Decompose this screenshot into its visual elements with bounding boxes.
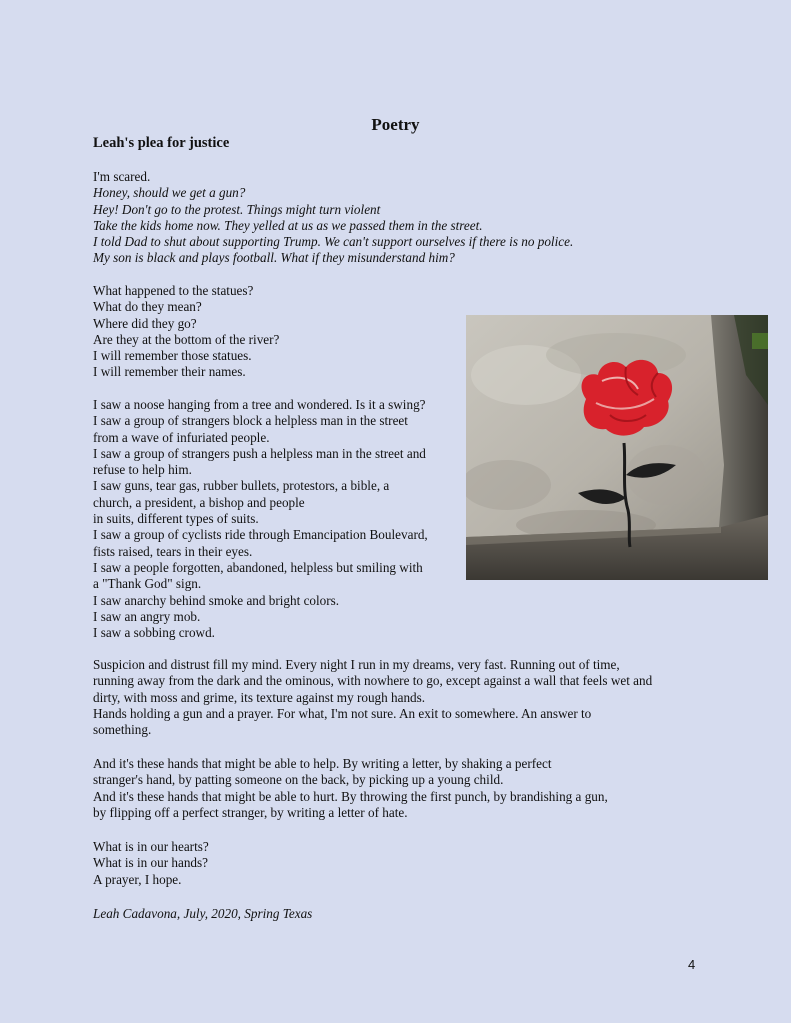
poem-line: something. <box>93 722 152 738</box>
page-number: 4 <box>688 957 696 972</box>
poem-line: I saw a group of strangers block a helpless man in the street <box>93 413 408 429</box>
poem-line: a "Thank God" sign. <box>93 576 202 592</box>
poem-line: Suspicion and distrust fill my mind. Every night I run in my dreams, very fast. Running out of time, <box>93 657 620 672</box>
stanza-6 <box>93 839 209 888</box>
poem-line: I saw a group of strangers push a helpless man in the street and <box>93 445 426 461</box>
poem-line: I told Dad to shut about supporting Trump. We can't support ourselves if there is no police. <box>93 234 574 250</box>
poem-line: Hey! Don't go to the protest. Things might turn violent <box>93 201 381 217</box>
poem-line: What is in our hands? <box>93 855 208 871</box>
poem-line: I saw a people forgotten, abandoned, helpless but smiling with <box>93 559 423 575</box>
poem-line: stranger's hand, by patting someone on the back, by picking up a young child. <box>93 772 504 788</box>
poem-line: What is in our hearts? <box>93 839 209 854</box>
poem-line: by flipping off a perfect stranger, by writing a letter of hate. <box>93 804 408 820</box>
poem-line: I saw a noose hanging from a tree and wondered. Is it a swing? <box>93 397 426 412</box>
poem-line: And it's these hands that might be able to hurt. By throwing the first punch, by brandishing a gun, <box>93 788 608 804</box>
poem-line: I will remember their names. <box>93 364 246 380</box>
poem-line: Are they at the bottom of the river? <box>93 331 280 347</box>
poem-line: Hands holding a gun and a prayer. For what, I'm not sure. An exit to somewhere. An answer to <box>93 705 592 721</box>
stanza-4 <box>93 657 652 738</box>
stanza-5 <box>93 756 608 821</box>
stanza-1 <box>93 169 573 267</box>
poem-line: What happened to the statues? <box>93 283 254 298</box>
poem-line: dirty, with moss and grime, its texture against my rough hands. <box>93 689 426 705</box>
poem-line: fists raised, tears in their eyes. <box>93 543 253 559</box>
poem-line: I saw a group of cyclists ride through Emancipation Boulevard, <box>93 527 428 543</box>
poem-line: Honey, should we get a gun? <box>93 185 246 201</box>
poem-line: I saw anarchy behind smoke and bright colors. <box>93 592 340 608</box>
poem-line: What do they mean? <box>93 299 202 315</box>
poem-line: Take the kids home now. They yelled at us as we passed them in the street. <box>93 217 483 233</box>
poem-line: from a wave of infuriated people. <box>93 429 270 445</box>
poem-line: I saw an angry mob. <box>93 608 201 624</box>
poem-line: I saw a sobbing crowd. <box>93 625 215 641</box>
poem-line: I will remember those statues. <box>93 348 252 364</box>
rose-graffiti-photo <box>466 315 768 580</box>
poem-line: A prayer, I hope. <box>93 871 182 887</box>
poem-line: running away from the dark and the ominous, with nowhere to go, except against a wall that feels wet and <box>93 673 653 689</box>
poem-line: Where did they go? <box>93 315 197 331</box>
poem-line: in suits, different types of suits. <box>93 511 259 527</box>
poem-line: My son is black and plays football. What if they misunderstand him? <box>93 250 455 266</box>
poem-line: I'm scared. <box>93 169 151 184</box>
poem-line: church, a president, a bishop and people <box>93 494 305 510</box>
poem-signature: Leah Cadavona, July, 2020, Spring Texas <box>93 906 313 921</box>
poem-line: And it's these hands that might be able to help. By writing a letter, by shaking a perfect <box>93 756 552 771</box>
poem-line: I saw guns, tear gas, rubber bullets, protestors, a bible, a <box>93 478 390 494</box>
poem-title: Leah's plea for justice <box>93 135 230 151</box>
poem-line: refuse to help him. <box>93 462 192 478</box>
page-title: Poetry <box>371 115 420 134</box>
stanza-2 <box>93 283 279 381</box>
stanza-3 <box>93 397 428 641</box>
